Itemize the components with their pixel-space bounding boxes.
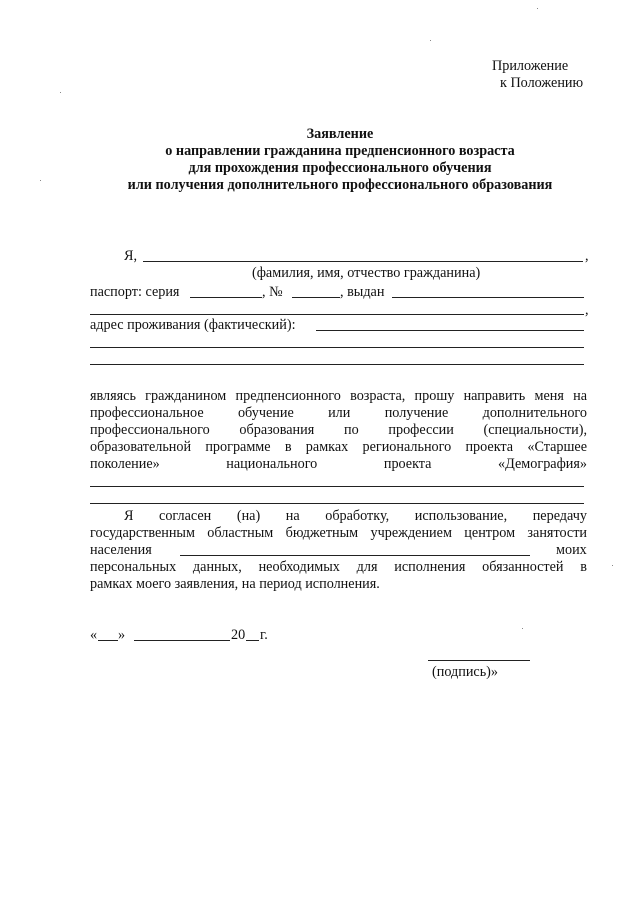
scan-speck bbox=[522, 628, 523, 629]
consent-populace: населения bbox=[90, 542, 152, 558]
consent-line-2: государственным областным бюджетным учреждением центром занятости bbox=[90, 525, 587, 541]
appendix-line-1: Приложение bbox=[492, 58, 569, 74]
date-year-field[interactable] bbox=[246, 640, 259, 641]
date-year-prefix: 20 bbox=[231, 627, 246, 643]
title-line-3: для прохождения профессионального обучения bbox=[188, 160, 492, 176]
consent-line-1: Я согласен (на) на обработку, использование, передачу bbox=[124, 508, 587, 524]
date-month-field[interactable] bbox=[134, 640, 230, 641]
date-open-quote: « bbox=[90, 627, 98, 643]
address-field-line-2[interactable] bbox=[90, 347, 584, 348]
date-close-quote: » bbox=[118, 627, 126, 643]
program-field-line-1[interactable] bbox=[90, 486, 584, 487]
i-label: Я, bbox=[124, 248, 138, 264]
request-line-4: образовательной программе в рамках регионального проекта «Старшее bbox=[90, 439, 587, 455]
scan-speck bbox=[60, 92, 61, 93]
address-field[interactable] bbox=[316, 330, 584, 331]
consent-line-4: рамках моего заявления, на период исполнения. bbox=[90, 576, 380, 592]
request-line-5: поколение» национального проекта «Демография» bbox=[90, 456, 587, 472]
request-line-1: являясь гражданином предпенсионного возраста, прошу направить меня на bbox=[90, 388, 587, 404]
passport-label: паспорт: серия bbox=[90, 284, 180, 300]
scan-speck bbox=[612, 565, 613, 566]
request-line-2: профессиональное обучение или получение дополнительного bbox=[90, 405, 587, 421]
scan-speck bbox=[537, 8, 538, 9]
full-name-field[interactable] bbox=[143, 261, 583, 262]
name-hint: (фамилия, имя, отчество гражданина) bbox=[252, 265, 481, 281]
address-label: адрес проживания (фактический): bbox=[90, 317, 296, 333]
request-line-3: профессионального образования по профессии (специальности), bbox=[90, 422, 587, 438]
date-year-suffix: г. bbox=[260, 627, 268, 643]
passport-issued-field[interactable] bbox=[392, 297, 584, 298]
passport-issued-continuation-field[interactable] bbox=[90, 314, 584, 315]
passport-issued-label: , выдан bbox=[340, 284, 385, 300]
consent-line-3: персональных данных, необходимых для исполнения обязанностей в bbox=[90, 559, 587, 575]
signature-label: (подпись)» bbox=[432, 664, 498, 680]
employment-center-field[interactable] bbox=[180, 555, 530, 556]
date-day-field[interactable] bbox=[98, 640, 118, 641]
scan-speck bbox=[430, 40, 431, 41]
passport-number-field[interactable] bbox=[292, 297, 340, 298]
passport-series-field[interactable] bbox=[190, 297, 262, 298]
name-comma: , bbox=[585, 248, 589, 264]
address-field-line-3[interactable] bbox=[90, 364, 584, 365]
program-field-line-2[interactable] bbox=[90, 503, 584, 504]
title-line-2: о направлении гражданина предпенсионного возраста bbox=[165, 143, 515, 159]
appendix-line-2: к Положению bbox=[500, 75, 584, 91]
title-line-4: или получения дополнительного профессионального образования bbox=[127, 177, 553, 193]
signature-field[interactable] bbox=[428, 660, 530, 661]
title-line-1: Заявление bbox=[306, 126, 374, 142]
passport-number-label: , № bbox=[262, 284, 283, 300]
consent-mine: моих bbox=[556, 542, 587, 558]
passport-comma: , bbox=[585, 302, 589, 318]
